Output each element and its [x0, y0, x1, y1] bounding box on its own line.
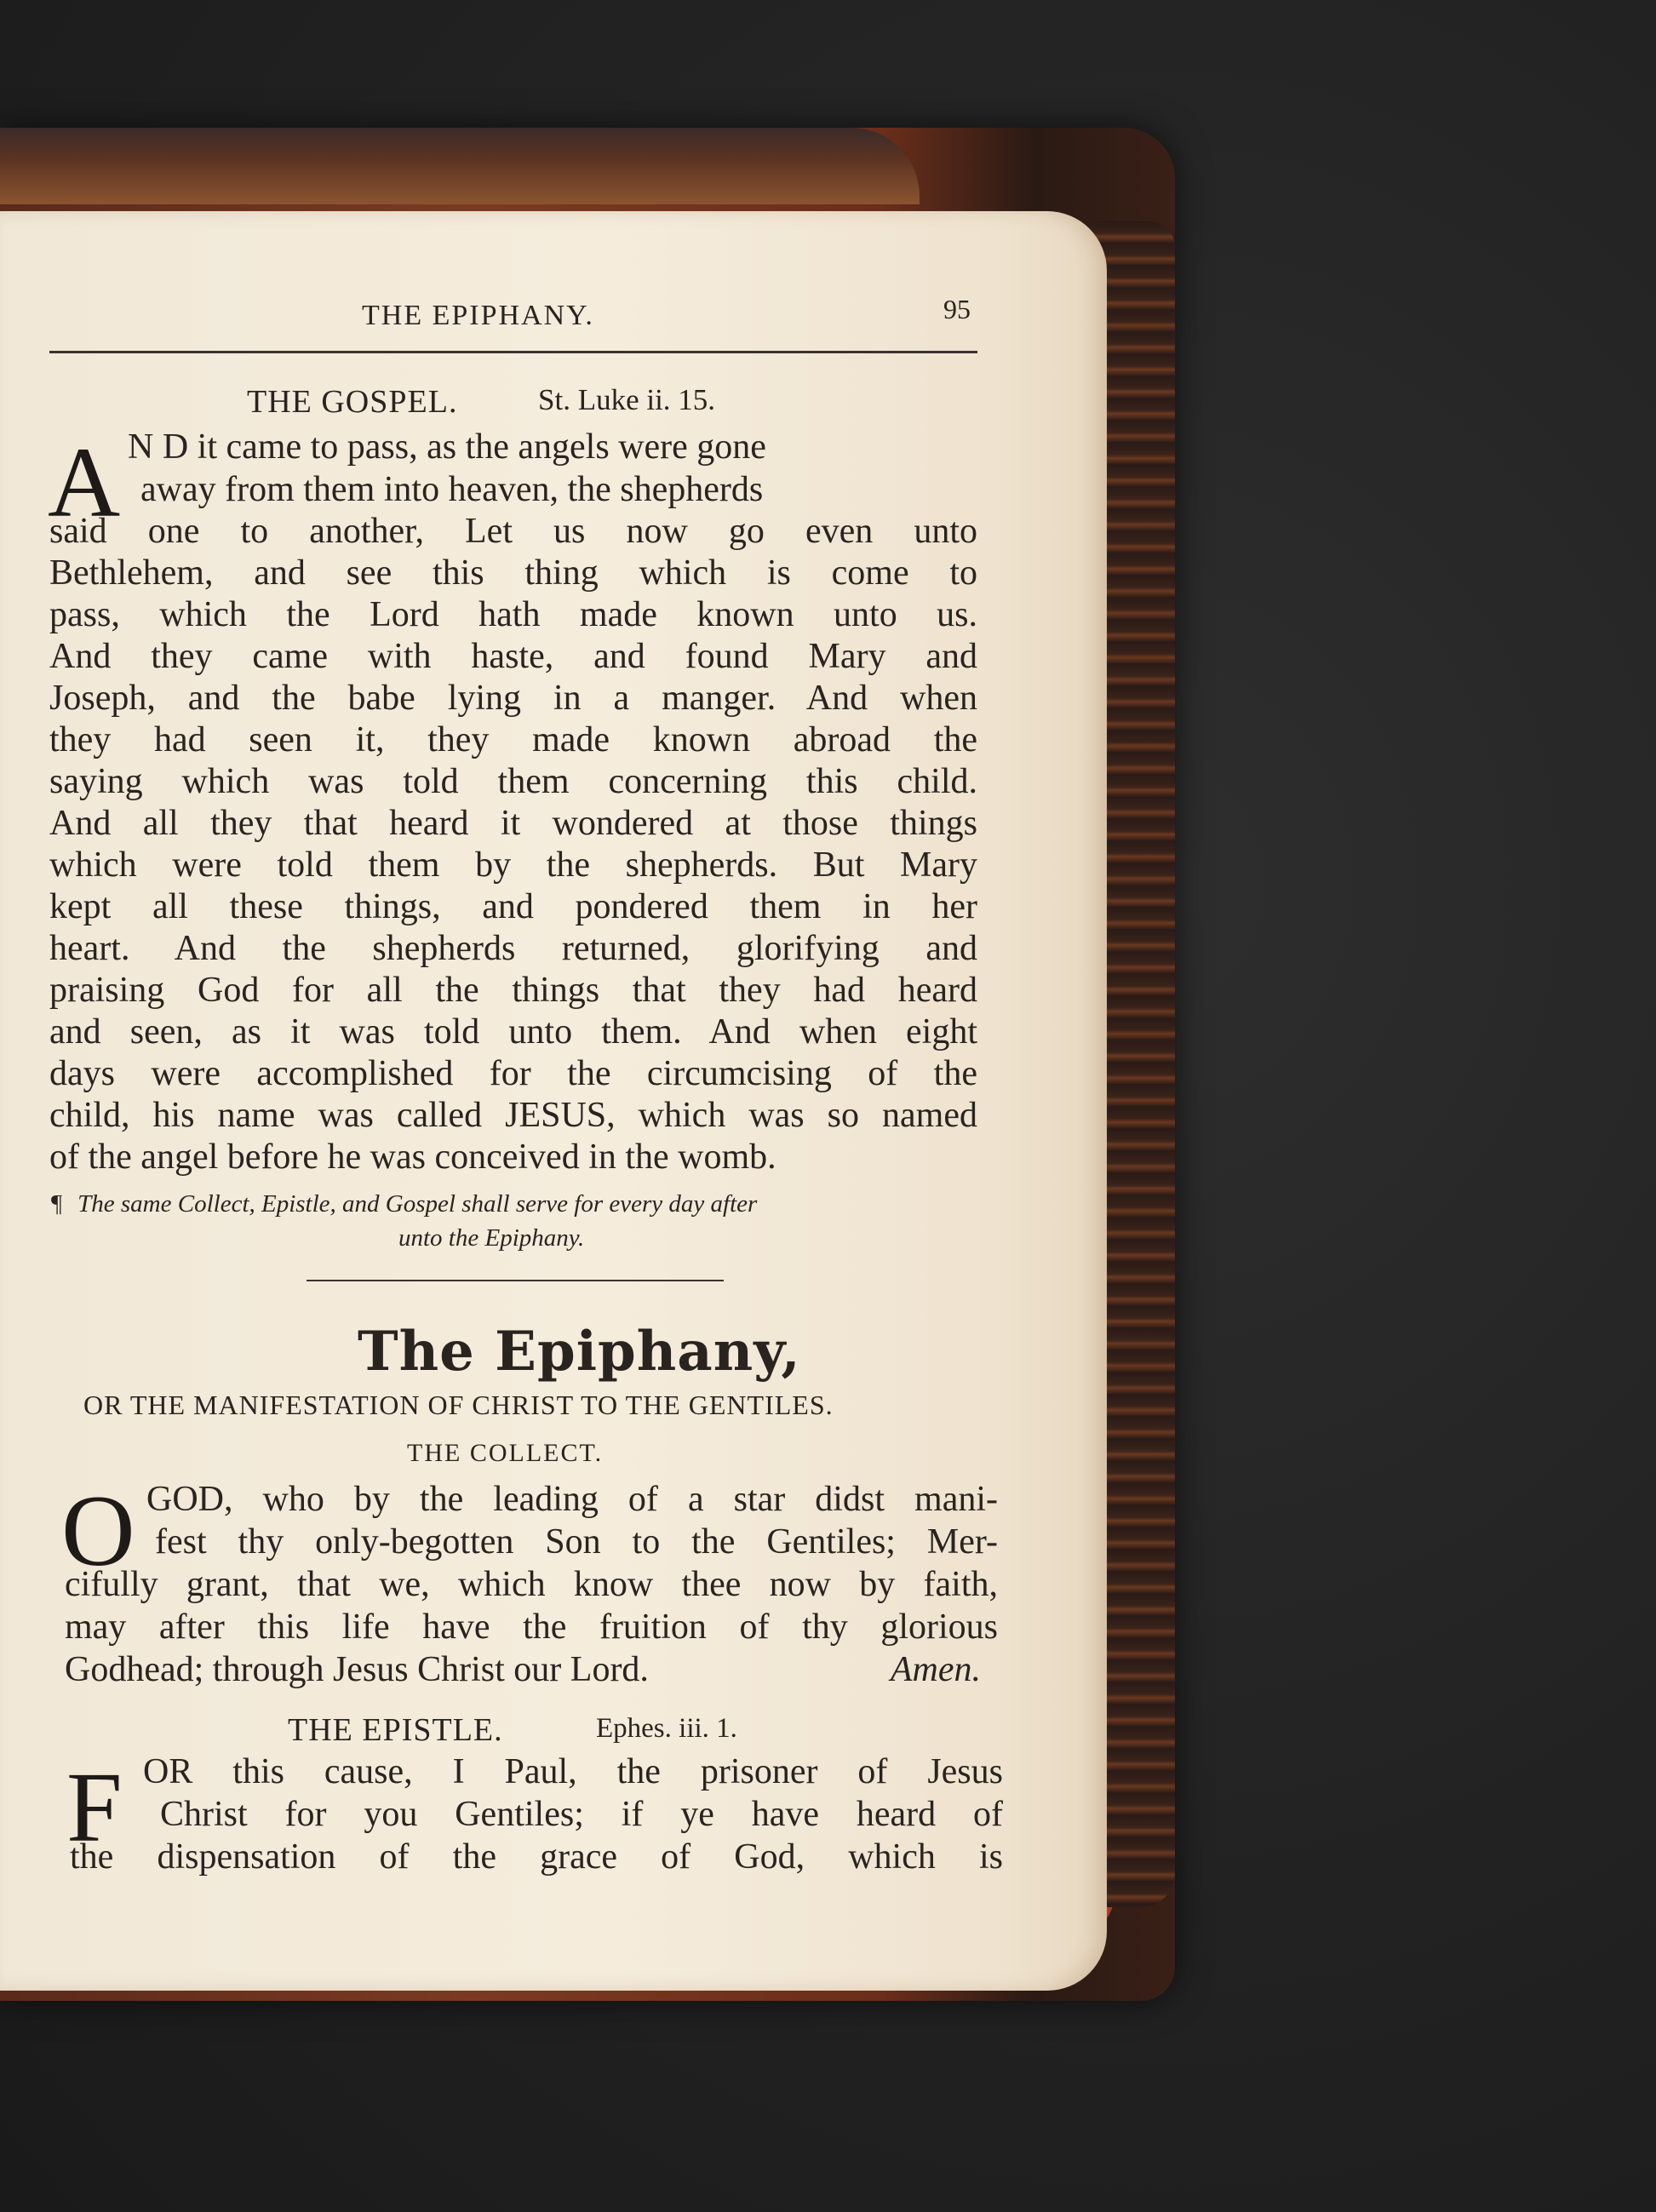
- gospel-heading: THE GOSPEL.: [247, 384, 458, 420]
- feast-title: The Epiphany,: [358, 1320, 801, 1384]
- epistle-drop-cap: F: [66, 1751, 123, 1863]
- collect-line: may after this life have the fruition of thy glorious: [65, 1607, 998, 1647]
- gospel-line: pass, which the Lord hath made known unto us.: [49, 595, 977, 634]
- gospel-line: heart. And the shepherds returned, glorifying and: [49, 929, 977, 968]
- collect-line: [65, 1652, 998, 1688]
- collect-line: fest thy only-begotten Son to the Gentiles; Mer-: [155, 1522, 998, 1562]
- section-divider: [307, 1280, 724, 1281]
- gospel-drop-cap: A: [48, 427, 121, 538]
- gospel-line: And they came with haste, and found Mary and: [49, 637, 977, 676]
- gospel-line: days were accomplished for the circumcising of the: [49, 1054, 977, 1093]
- rubric-line-2: unto the Epiphany.: [398, 1224, 585, 1252]
- collect-drop-cap: O: [61, 1474, 135, 1587]
- gospel-line: they had seen it, they made known abroad the: [49, 720, 977, 759]
- epistle-line: Christ for you Gentiles; if ye have heard of: [160, 1795, 1003, 1834]
- gospel-reference: St. Luke ii. 15.: [538, 383, 716, 416]
- feast-subtitle: OR THE MANIFESTATION OF CHRIST TO THE GENTILES.: [83, 1390, 834, 1420]
- collect-heading: THE COLLECT.: [407, 1439, 604, 1467]
- gospel-line: N D it came to pass, as the angels were gone: [128, 427, 766, 467]
- amen: Amen.: [890, 1650, 981, 1689]
- gospel-line: of the angel before he was conceived in the womb.: [49, 1138, 776, 1177]
- gospel-line: Bethlehem, and see this thing which is come to: [49, 553, 977, 593]
- rubric-text: The same Collect, Epistle, and Gospel shall serve for every day after: [77, 1190, 758, 1218]
- gospel-line: child, his name was called JESUS, which was so named: [49, 1096, 977, 1135]
- gospel-line: which were told them by the shepherds. But Mary: [49, 845, 977, 885]
- running-head: THE EPIPHANY.: [362, 300, 594, 331]
- collect-line: cifully grant, that we, which know thee now by faith,: [65, 1565, 998, 1604]
- epistle-heading: THE EPISTLE.: [288, 1712, 503, 1748]
- collect-last-text: Godhead; through Jesus Christ our Lord.: [65, 1650, 649, 1689]
- gospel-line: Joseph, and the babe lying in a manger. And when: [49, 679, 977, 718]
- gospel-line: away from them into heaven, the shepherds: [140, 470, 764, 509]
- gospel-line: and seen, as it was told unto them. And when eight: [49, 1012, 977, 1052]
- gospel-line: said one to another, Let us now go even unto: [49, 512, 977, 551]
- gospel-line: praising God for all the things that they had heard: [49, 971, 977, 1010]
- gospel-line: And all they that heard it wondered at those things: [49, 804, 977, 843]
- epistle-reference: Ephes. iii. 1.: [596, 1713, 737, 1744]
- epistle-line: OR this cause, I Paul, the prisoner of Jesus: [143, 1752, 1003, 1791]
- gospel-line: kept all these things, and pondered them in her: [49, 887, 977, 926]
- page-number: 95: [943, 294, 971, 324]
- collect-line: GOD, who by the leading of a star didst mani-: [146, 1480, 998, 1519]
- header-rule: [49, 351, 977, 353]
- book-top-edge: [0, 128, 920, 204]
- rubric-line: [51, 1190, 996, 1218]
- gospel-line: saying which was told them concerning this child.: [49, 762, 977, 801]
- pilcrow-icon: ¶: [51, 1190, 63, 1218]
- epistle-line: the dispensation of the grace of God, which is: [70, 1837, 1003, 1877]
